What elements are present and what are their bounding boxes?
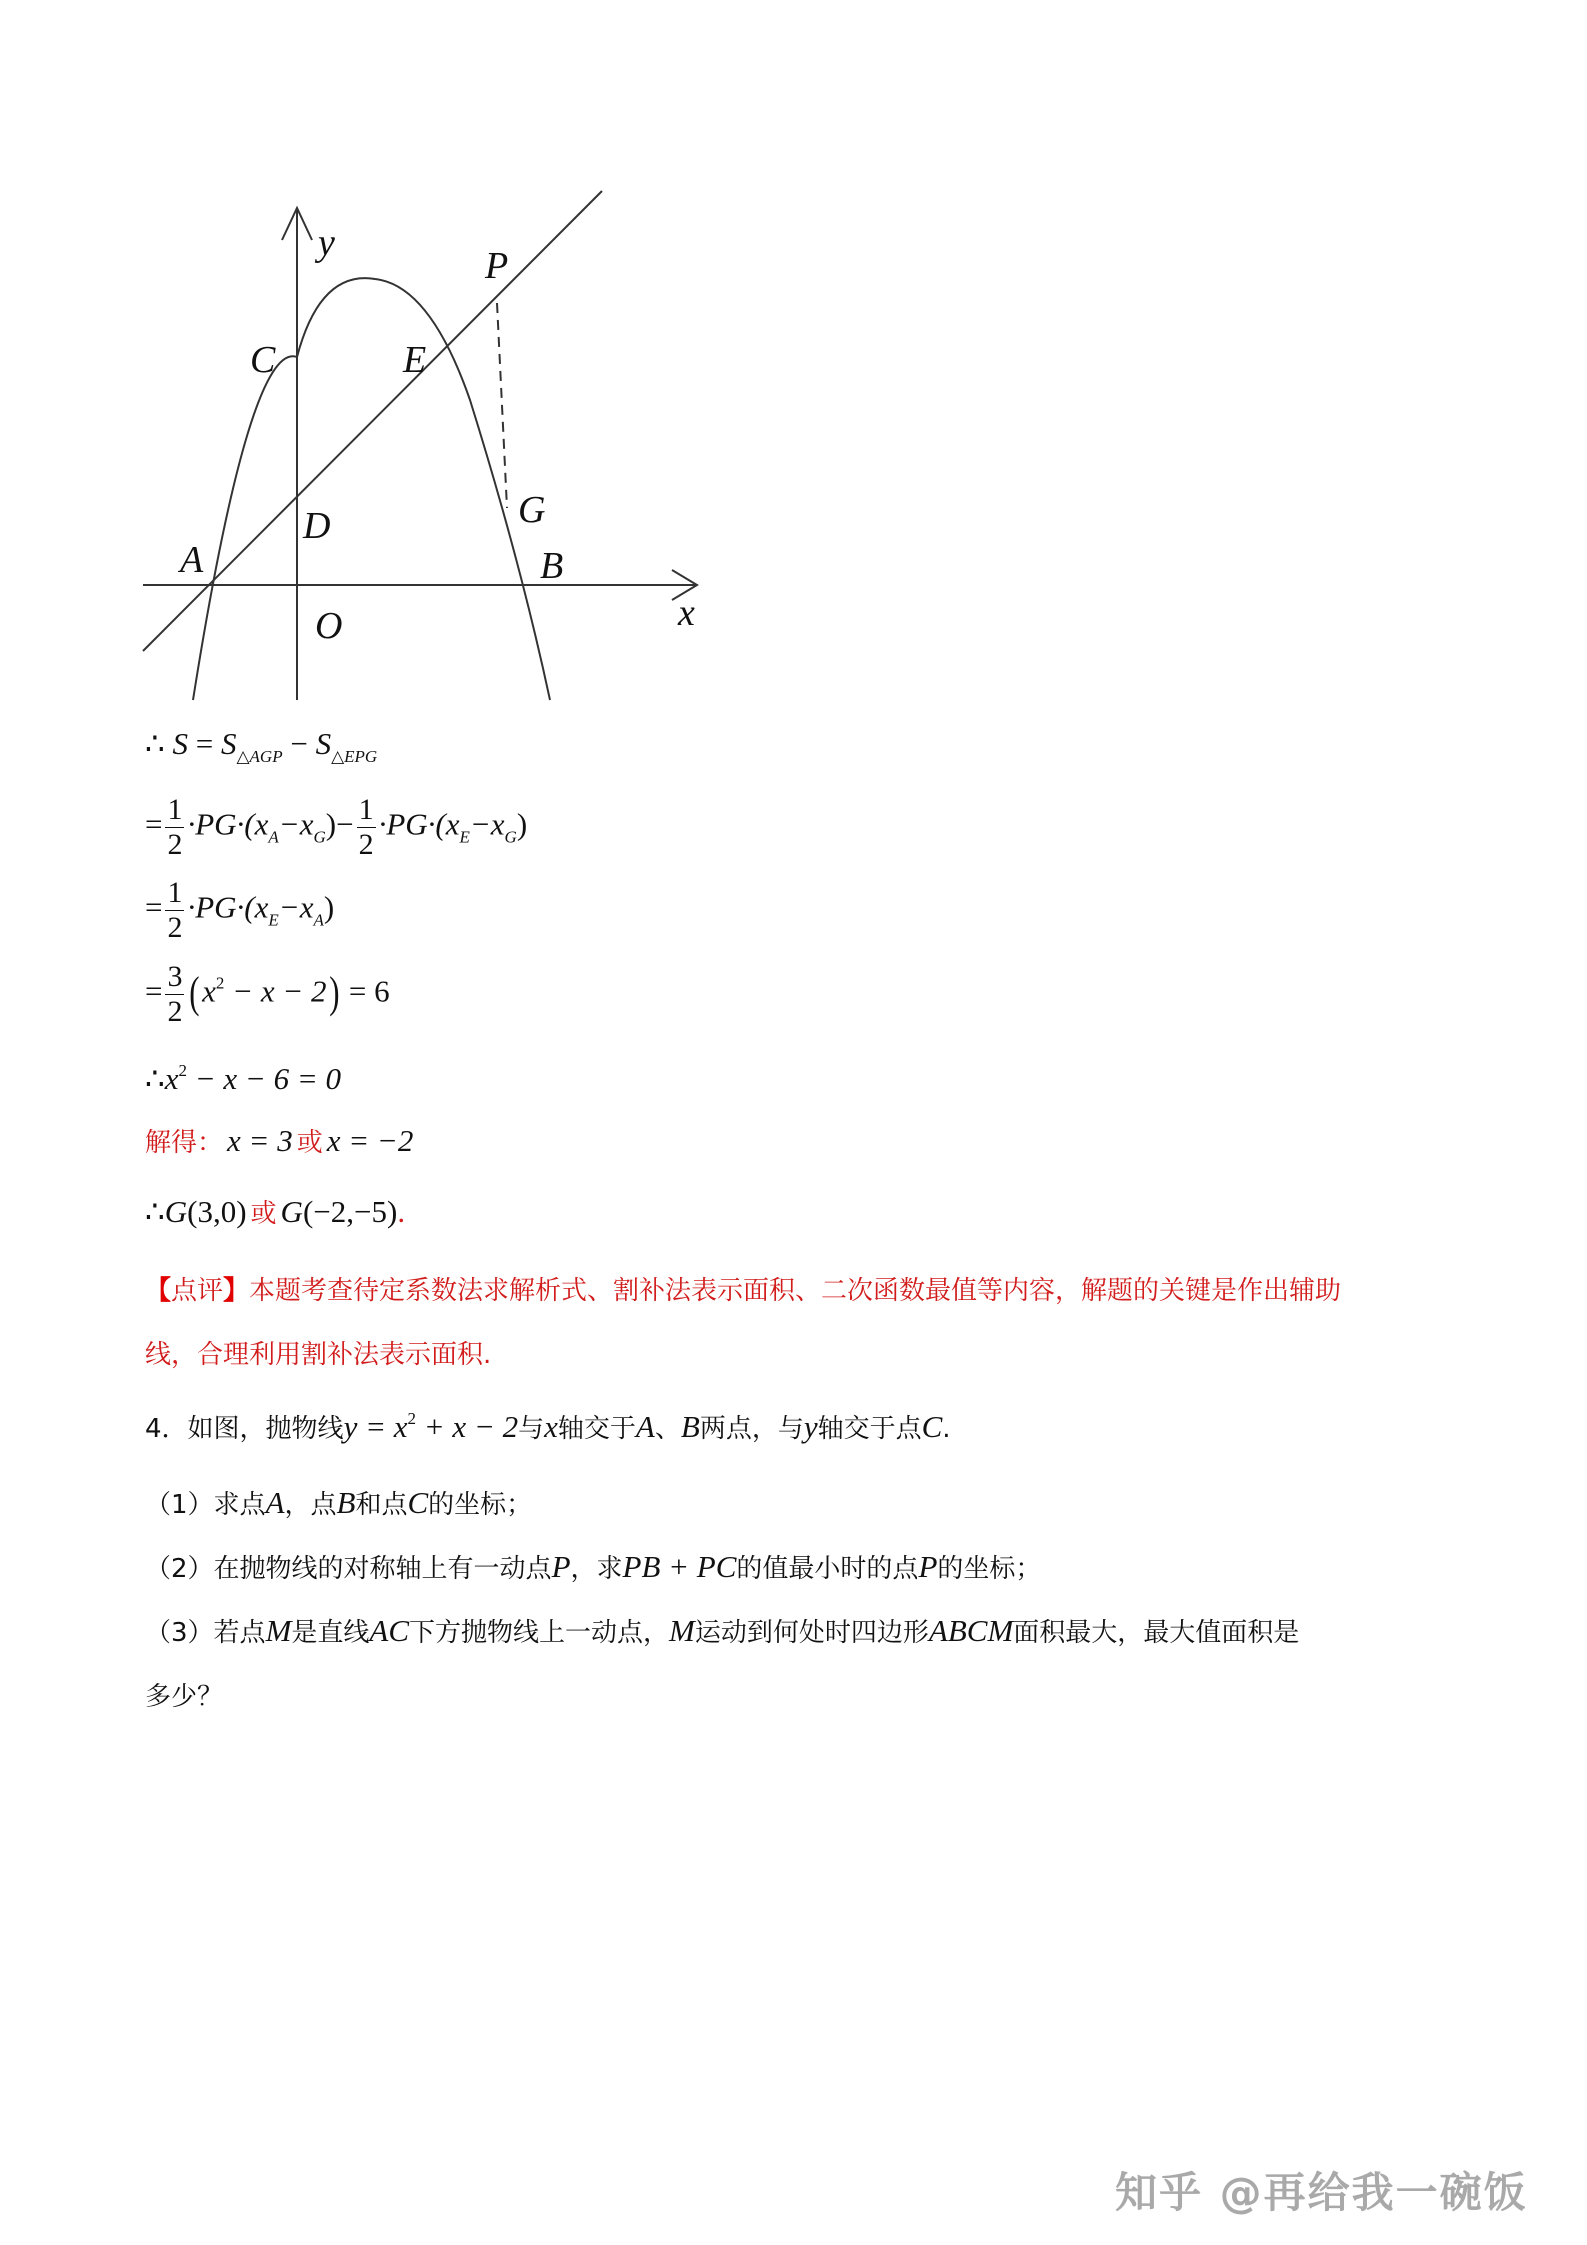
math-sub: E [268, 910, 279, 930]
math-text: ·PG·(x [378, 806, 460, 842]
text: 是直线 [291, 1618, 370, 1648]
math-eq: = [145, 806, 163, 842]
comment-tag: 点评 [171, 1276, 224, 1306]
therefore-symbol: ∴ [145, 1061, 165, 1096]
text: 与 [518, 1414, 545, 1444]
or-text: 或 [250, 1199, 277, 1229]
question-number: （1） [145, 1490, 214, 1520]
math-eq: = [145, 889, 163, 925]
label-D: D [303, 505, 331, 547]
label-x: x [678, 592, 695, 634]
math-sub: △EPG [331, 747, 378, 766]
text: 运动到何处时四边形 [694, 1618, 929, 1648]
label-G: G [518, 489, 546, 531]
math-text: ·PG·(x [187, 889, 269, 925]
comment-text: 线，合理利用割补法表示面积. [145, 1340, 492, 1370]
solution-line-1 [145, 728, 377, 765]
math-text: C [921, 1409, 943, 1444]
fraction [165, 962, 184, 1027]
paren-open: ( [189, 967, 200, 1017]
watermark-text: 知乎 @再给我一碗饭 [1115, 2168, 1528, 2217]
math-text: AC [369, 1613, 410, 1648]
math-text: x [544, 1409, 558, 1444]
text: 面积最大，最大值面积是 [1013, 1618, 1300, 1648]
text: 的坐标； [428, 1490, 533, 1520]
math-text: x [164, 1061, 179, 1096]
solution-line-7 [145, 1193, 405, 1230]
math-text: x = −2 [326, 1123, 414, 1158]
denominator: 2 [167, 995, 183, 1028]
label-B: B [540, 545, 564, 587]
problem-4-question-3 [145, 1612, 1299, 1649]
text: 两点，与 [699, 1414, 804, 1444]
therefore-symbol: ∴ [145, 726, 165, 761]
math-S: S [315, 726, 332, 761]
fraction [165, 878, 184, 943]
math-text: ) [323, 889, 335, 925]
watermark [1115, 2160, 1528, 2220]
problem-4-question-3-cont [145, 1676, 223, 1713]
math-text: −x [278, 806, 314, 842]
math-text: ABCM [928, 1613, 1014, 1648]
question-number: （2） [145, 1554, 214, 1584]
text: 的值最小时的点 [736, 1554, 919, 1584]
fraction [165, 795, 184, 860]
comment-text: 本题考查待定系数法求解析式、割补法表示面积、二次函数最值等内容，解题的关键是作出辅助 [249, 1276, 1342, 1306]
math-text: (−2,−5) [302, 1194, 398, 1229]
math-text: y [803, 1409, 818, 1444]
math-text: M [265, 1613, 292, 1648]
text: ，求 [570, 1554, 623, 1584]
math-sub: G [504, 827, 517, 847]
solution-line-3 [145, 878, 334, 943]
numerator: 3 [167, 960, 183, 993]
problem-number: 4． [145, 1414, 188, 1444]
text: 多少？ [145, 1682, 224, 1712]
label-O: O [315, 605, 343, 647]
label-A: A [180, 539, 204, 581]
label-P: P [485, 245, 509, 287]
fraction [357, 795, 376, 860]
problem-4-question-2 [145, 1548, 1041, 1585]
numerator: 1 [358, 793, 374, 826]
dashed-PG [497, 303, 507, 508]
math-minus: − [290, 726, 308, 761]
math-sub: E [459, 827, 470, 847]
math-text: −x [469, 806, 505, 842]
math-text: G [280, 1194, 303, 1229]
question-number: （3） [145, 1618, 214, 1648]
solution-line-5 [145, 1062, 341, 1094]
comment-line-1 [145, 1270, 1341, 1307]
math-sup: 2 [178, 1061, 187, 1080]
math-S: S [172, 726, 188, 761]
math-sub: A [268, 827, 279, 847]
parabola-curve [193, 278, 550, 700]
or-text: 或 [296, 1128, 323, 1158]
math-text: ) [516, 806, 528, 842]
math-text: B [680, 1409, 700, 1444]
denominator: 2 [167, 828, 183, 861]
solution-line-2 [145, 795, 527, 860]
solution-line-4 [145, 962, 390, 1027]
label-C: C [250, 339, 276, 381]
math-text: A [265, 1485, 285, 1520]
text: 轴交于 [557, 1414, 636, 1444]
math-text: B [336, 1485, 356, 1520]
text: ，点 [284, 1490, 337, 1520]
denominator: 2 [167, 911, 183, 944]
math-text: A [635, 1409, 655, 1444]
text: . [942, 1414, 951, 1444]
parabola-diagram [0, 0, 760, 720]
math-sub: G [313, 827, 326, 847]
text: 轴交于点 [817, 1414, 922, 1444]
text: 若点 [213, 1618, 266, 1648]
math-text: ·PG·(x [187, 806, 269, 842]
text: 的坐标； [937, 1554, 1042, 1584]
bracket-close: 】 [223, 1276, 250, 1306]
comment-line-2 [145, 1334, 491, 1371]
math-text: x [202, 973, 216, 1009]
numerator: 1 [167, 793, 183, 826]
math-text: − x − 6 = 0 [187, 1061, 342, 1096]
math-text: M [669, 1613, 695, 1648]
text: 在抛物线的对称轴上有一动点 [213, 1554, 552, 1584]
text: 、 [654, 1414, 681, 1444]
math-eq: = [195, 726, 214, 761]
text: 下方抛物线上一动点， [409, 1618, 670, 1648]
math-sup: 2 [407, 1409, 417, 1428]
math-text: = 6 [341, 973, 390, 1009]
label-E: E [403, 339, 427, 381]
denominator: 2 [358, 828, 374, 861]
text: 求点 [213, 1490, 266, 1520]
math-text: G [164, 1194, 188, 1229]
problem-4-stem [145, 1408, 951, 1445]
math-text: P [551, 1549, 571, 1584]
therefore-symbol: ∴ [145, 1194, 165, 1229]
math-text: −x [278, 889, 314, 925]
math-text: = x [357, 1409, 408, 1444]
text: 如图，抛物线 [187, 1414, 344, 1444]
problem-4-question-1 [145, 1484, 532, 1521]
math-S: S [220, 726, 237, 761]
math-sub: A [313, 910, 324, 930]
paren-close: ) [328, 967, 339, 1017]
math-eq: = [145, 973, 163, 1009]
numerator: 1 [167, 876, 183, 909]
line-AP [143, 191, 602, 651]
math-text: (3,0) [187, 1194, 247, 1229]
solve-label: 解得： [145, 1128, 224, 1158]
math-text: + x − 2 [416, 1409, 519, 1444]
period: . [397, 1194, 406, 1229]
math-sup: 2 [215, 973, 225, 993]
math-text: C [407, 1485, 429, 1520]
solution-line-6 [145, 1122, 413, 1159]
bracket-open: 【 [145, 1276, 172, 1306]
math-text: y [343, 1409, 358, 1444]
math-text: x = 3 [227, 1123, 293, 1158]
text: 和点 [355, 1490, 408, 1520]
math-text: P [918, 1549, 938, 1584]
math-text: − x − 2 [224, 973, 327, 1009]
label-y: y [318, 222, 335, 264]
math-text: PB + PC [622, 1549, 737, 1584]
math-text: )− [325, 806, 354, 842]
math-sub: △AGP [236, 747, 283, 766]
